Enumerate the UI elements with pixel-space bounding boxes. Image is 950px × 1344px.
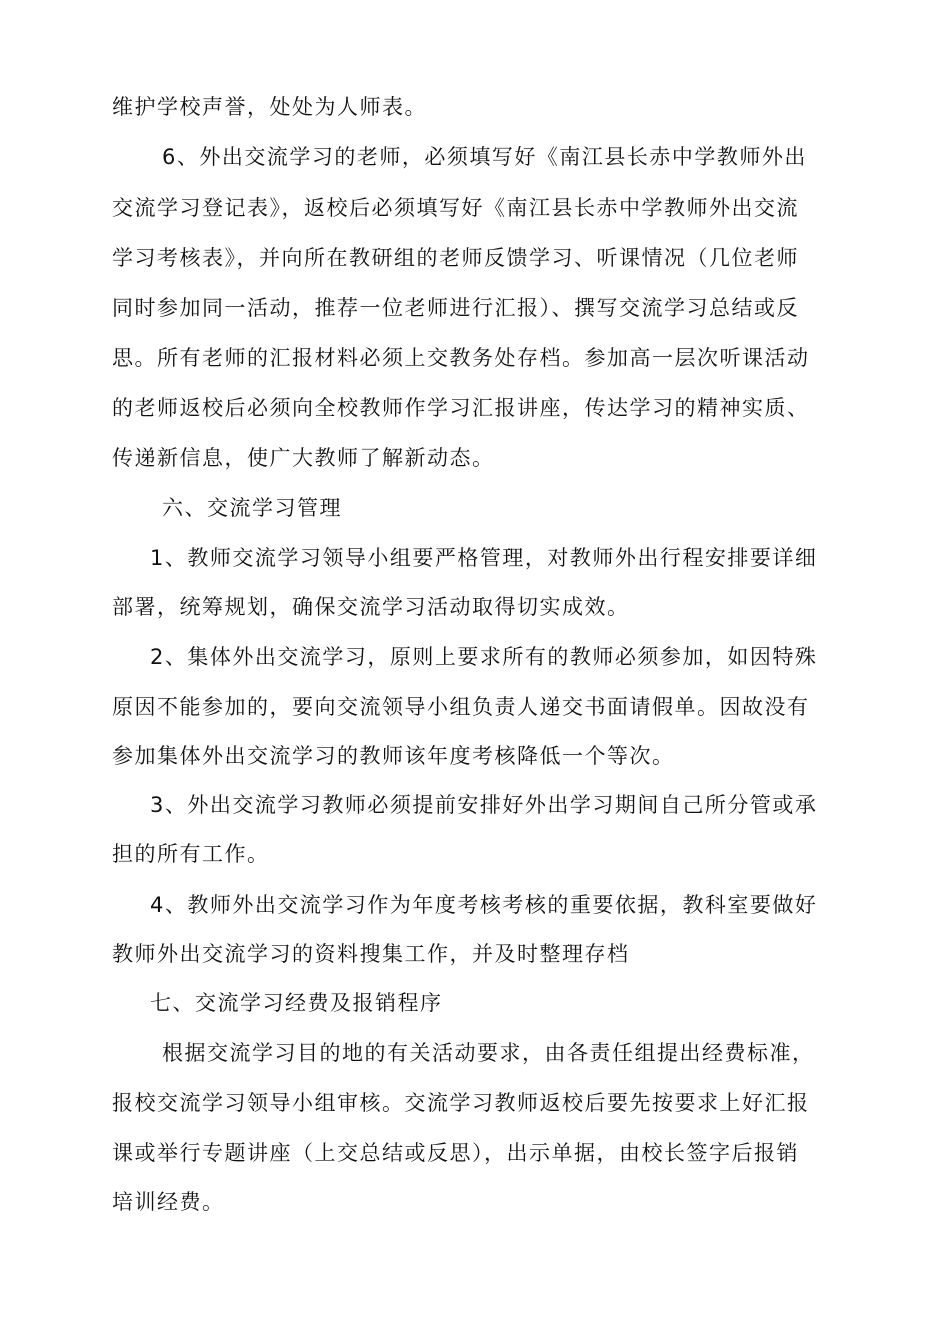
text-line: 原因不能参加的，要向交流领导小组负责人递交书面请假单。因故没有 bbox=[112, 695, 810, 719]
text-line: 思。所有老师的汇报材料必须上交教务处存档。参加高一层次听课活动 bbox=[112, 346, 810, 370]
text-line: 课或举行专题讲座（上交总结或反思），出示单据，由校长签字后报销 bbox=[112, 1141, 799, 1165]
paragraph-item-1-start: 1、教师交流学习领导小组要严格管理，对教师外出行程安排要详细 bbox=[150, 546, 818, 570]
paragraph-item-4-start: 4、教师外出交流学习作为年度考核考核的重要依据，教科室要做好 bbox=[150, 893, 818, 917]
text-line: 交流学习登记表》，返校后必须填写好《南江县长赤中学教师外出交流 bbox=[112, 196, 799, 220]
text-line: 传递新信息，使广大教师了解新动态。 bbox=[112, 446, 495, 470]
text-line: 同时参加同一活动，推荐一位老师进行汇报）、撰写交流学习总结或反 bbox=[112, 296, 799, 320]
section-heading-six: 六、交流学习管理 bbox=[162, 496, 342, 520]
paragraph-start: 根据交流学习目的地的有关活动要求，由各责任组提出经费标准， bbox=[162, 1041, 815, 1065]
text-line: 维护学校声誉，处处为人师表。 bbox=[112, 95, 427, 119]
text-line: 的老师返校后必须向全校教师作学习汇报讲座，传达学习的精神实质、 bbox=[112, 396, 810, 420]
text-line: 教师外出交流学习的资料搜集工作，并及时整理存档 bbox=[112, 942, 630, 966]
paragraph-item-6-start: 6、外出交流学习的老师，必须填写好《南江县长赤中学教师外出 bbox=[162, 145, 807, 169]
text-line: 报校交流学习领导小组审核。交流学习教师返校后要先按要求上好汇报 bbox=[112, 1091, 810, 1115]
paragraph-item-3-start: 3、外出交流学习教师必须提前安排好外出学习期间自己所分管或承 bbox=[150, 793, 818, 817]
text-line: 参加集体外出交流学习的教师该年度考核降低一个等次。 bbox=[112, 744, 675, 768]
text-line: 培训经费。 bbox=[112, 1190, 225, 1214]
text-line: 担的所有工作。 bbox=[112, 842, 270, 866]
paragraph-item-2-start: 2、集体外出交流学习，原则上要求所有的教师必须参加，如因特殊 bbox=[150, 645, 818, 669]
section-heading-seven: 七、交流学习经费及报销程序 bbox=[150, 991, 443, 1015]
text-line: 学习考核表》，并向所在教研组的老师反馈学习、听课情况（几位老师 bbox=[112, 246, 799, 270]
text-line: 部署，统筹规划，确保交流学习活动取得切实成效。 bbox=[112, 595, 630, 619]
